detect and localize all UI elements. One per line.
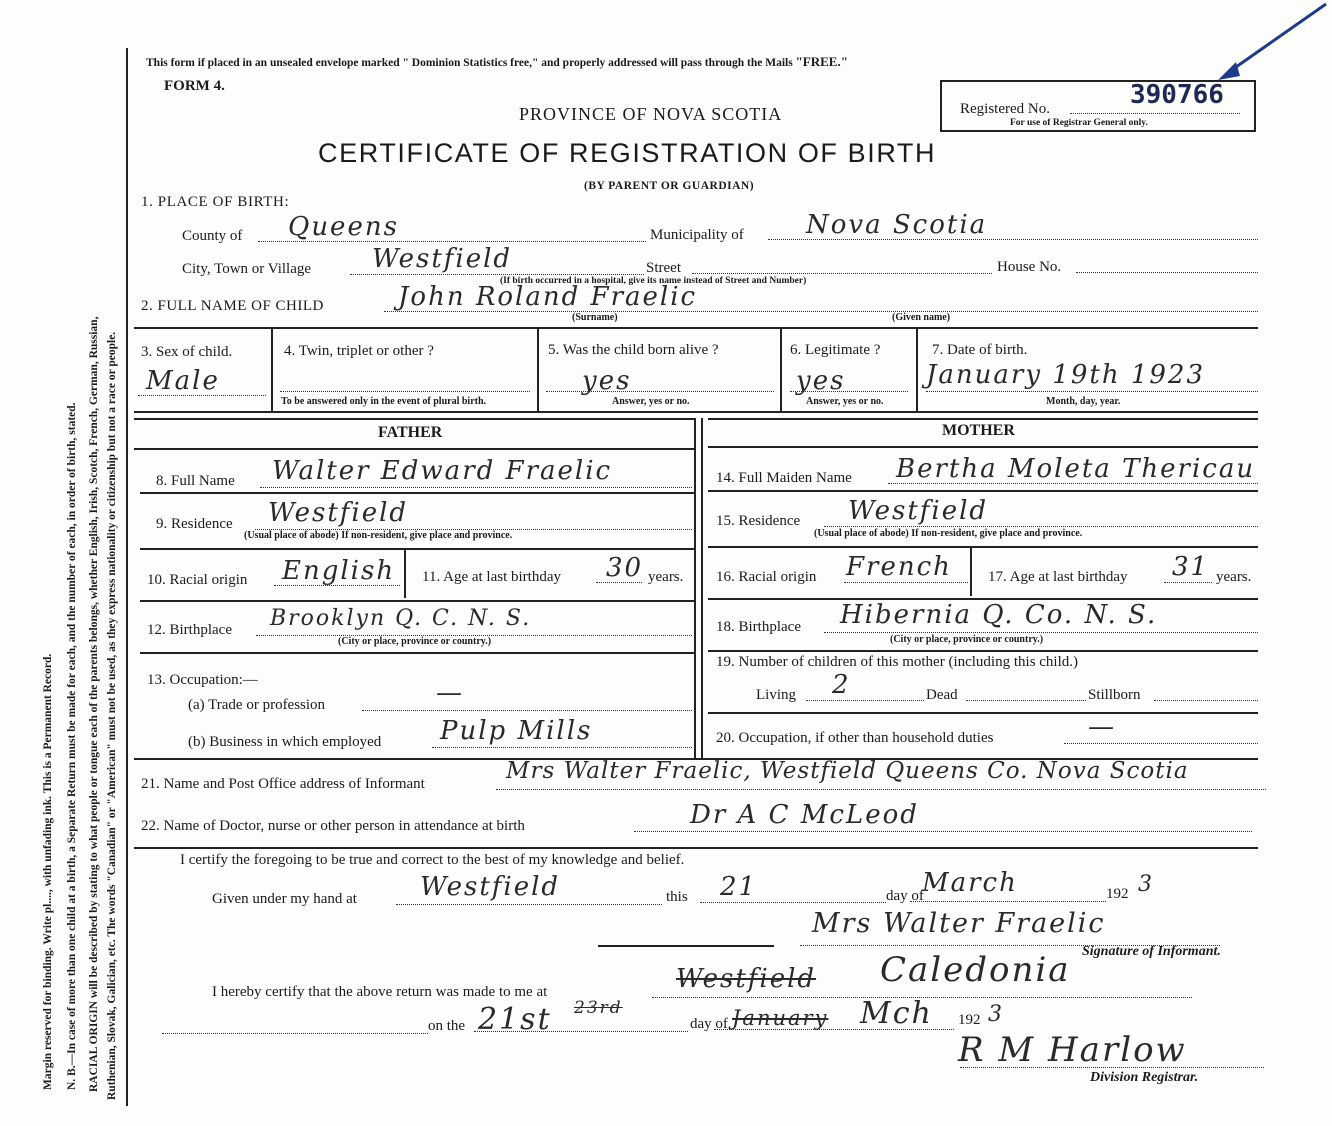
registrar-day-of-label: day of [690,1016,728,1032]
dead-label: Dead [926,687,958,703]
house-label: House No. [997,259,1062,275]
given-place-value: Westfield [420,872,561,902]
city-value: Westfield [372,244,513,274]
street-label: Street [646,260,681,276]
certify-statement: I certify the foregoing to be true and correct to the best of my knowledge and belief. [180,852,685,868]
registrar-month-struck: January [732,1006,829,1030]
sex-value: Male [146,366,220,396]
registered-number: 390766 [1130,80,1224,110]
father-name-label: 8. Full Name [156,473,235,489]
municipality-value: Nova Scotia [806,210,988,240]
mother-residence-value: Westfield [848,496,989,526]
given-name-note: (Given name) [892,312,951,323]
form-number: FORM 4. [164,78,225,94]
legitimate-note: Answer, yes or no. [806,396,884,407]
margin-line-4: Ruthenian, Slovak, Galician, etc. The words "Canadian" or "American" must not be used, as they express nationality or citizenship but not a race or people. [106,331,118,1100]
given-label: Given under my hand at [212,891,357,907]
mother-age-label: 17. Age at last birthday [988,569,1128,585]
mother-age-value: 31 [1172,552,1210,582]
mother-birthplace-value: Hibernia Q. Co. N. S. [840,600,1158,630]
father-race-label: 10. Racial origin [147,572,248,588]
surname-note: (Surname) [572,312,618,323]
sex-label: 3. Sex of child. [141,344,233,360]
doctor-value: Dr A C McLeod [690,800,919,830]
father-age-label: 11. Age at last birthday [422,569,561,585]
dob-note: Month, day, year. [1046,396,1121,407]
certify-year-prefix: 192 [1106,886,1129,902]
mother-residence-label: 15. Residence [716,513,801,529]
registrar-month-value: Mch [860,996,933,1031]
twin-label: 4. Twin, triplet or other ? [284,343,434,359]
this-label: this [666,889,688,905]
father-heading: FATHER [378,424,443,441]
page-title: CERTIFICATE OF REGISTRATION OF BIRTH [318,138,937,168]
dob-label: 7. Date of birth. [932,342,1028,358]
margin-line-2: N. B.—In case of more than one child at a birth, a Separate Return must be made for each, and the number of each, in order of birth, stated. [66,402,78,1090]
mother-name-label: 14. Full Maiden Name [716,470,852,486]
registrar-signature: R M Harlow [958,1030,1187,1070]
stillborn-label: Stillborn [1088,687,1141,703]
mother-race-value: French [846,552,952,582]
child-name-value: John Roland Fraelic [398,282,698,312]
doctor-label: 22. Name of Doctor, nurse or other person in attendance at birth [141,818,525,834]
father-age-unit: years. [648,569,684,585]
registrar-signature-label: Division Registrar. [1090,1070,1199,1085]
page-subtitle: (BY PARENT OR GUARDIAN) [584,180,755,192]
registrar-on-label: on the [428,1018,466,1034]
alive-note: Answer, yes or no. [612,396,690,407]
father-birthplace-value: Brooklyn Q. C. N. S. [270,606,532,631]
binding-margin [0,0,130,1126]
father-name-value: Walter Edward Fraelic [272,456,613,486]
informant-value: Mrs Walter Fraelic, Westfield Queens Co. Nova Scotia [506,758,1189,784]
mother-birthplace-note: (City or place, province or country.) [890,634,1044,645]
place-of-birth-heading: 1. PLACE OF BIRTH: [141,194,290,210]
trade-label: (a) Trade or profession [188,697,326,713]
father-residence-label: 9. Residence [156,516,233,532]
mother-occupation-label: 20. Occupation, if other than household duties [716,730,994,746]
city-label: City, Town or Village [182,261,312,277]
father-birthplace-note: (City or place, province or country.) [338,636,492,647]
business-label: (b) Business in which employed [188,734,382,750]
registered-label: Registered No. [960,101,1050,117]
street-note: (If birth occurred in a hospital, give its name instead of Street and Number) [500,276,807,286]
alive-label: 5. Was the child born alive ? [548,342,719,358]
county-value: Queens [288,212,399,242]
father-birthplace-label: 12. Birthplace [147,622,232,638]
registrar-year-prefix: 192 [958,1012,981,1028]
margin-line-1: Margin reserved for binding. Write pl...., with unfading ink. This is a Permanent Record. [42,653,54,1090]
certify-day-value: 21 [720,872,758,902]
municipality-label: Municipality of [650,227,744,243]
alive-value: yes [582,366,632,396]
living-value: 2 [832,670,851,700]
informant-label: 21. Name and Post Office address of Informant [141,776,425,792]
informant-signature: Mrs Walter Fraelic [812,908,1106,939]
registered-note: For use of Registrar General only. [1010,118,1148,128]
informant-signature-label: Signature of Informant. [1082,944,1221,959]
twin-note: To be answered only in the event of plural birth. [281,396,487,407]
certify-day-of-label: day of [886,888,924,904]
county-label: County of [182,228,243,244]
mother-birthplace-label: 18. Birthplace [716,619,801,635]
arrow-mark-icon [1206,0,1332,100]
child-name-label: 2. FULL NAME OF CHILD [141,298,324,314]
mother-heading: MOTHER [942,422,1015,439]
certify-month-value: March [922,868,1018,898]
father-residence-note: (Usual place of abode) If non-resident, give place and province. [244,530,513,541]
registrar-year-value: 3 [988,1002,1004,1027]
mother-race-label: 16. Racial origin [716,569,817,585]
mail-notice: This form if placed in an unsealed envelope marked " Dominion Statistics free," and properly addressed will pass through the Mails "FREE." [146,54,848,69]
father-occupation-label: 13. Occupation:— [147,672,258,688]
father-age-value: 30 [606,553,644,583]
certify-year-value: 3 [1138,872,1154,897]
registrar-day-value: 21st [478,1002,552,1037]
margin-line-3: RACIAL ORIGIN will be described by stating to what people or tongue each of the parents belongs, whether English, Irish, Scotch, French, German, Russian, [88,316,100,1092]
father-race-value: English [282,556,396,586]
mother-age-unit: years. [1216,569,1252,585]
registrar-statement: I hereby certify that the above return was made to me at [212,984,548,1000]
mother-residence-note: (Usual place of abode) If non-resident, give place and province. [814,528,1083,539]
registrar-place-value: Caledonia [880,950,1071,990]
province-heading: PROVINCE OF NOVA SCOTIA [519,104,783,124]
mother-occupation-value: — [1088,712,1116,742]
registrar-place-struck: Westfield [676,964,817,994]
margin-rule [126,48,128,1106]
trade-value: — [436,678,464,708]
dob-value: January 19th 1923 [926,360,1206,390]
legitimate-value: yes [796,366,846,396]
children-count-label: 19. Number of children of this mother (including this child.) [716,654,1079,670]
father-residence-value: Westfield [268,498,409,528]
registrar-day-struck: 23rd [574,998,623,1018]
mother-name-value: Bertha Moleta Thericau [896,454,1256,484]
legitimate-label: 6. Legitimate ? [790,342,881,358]
business-value: Pulp Mills [440,716,593,746]
living-label: Living [756,687,796,703]
